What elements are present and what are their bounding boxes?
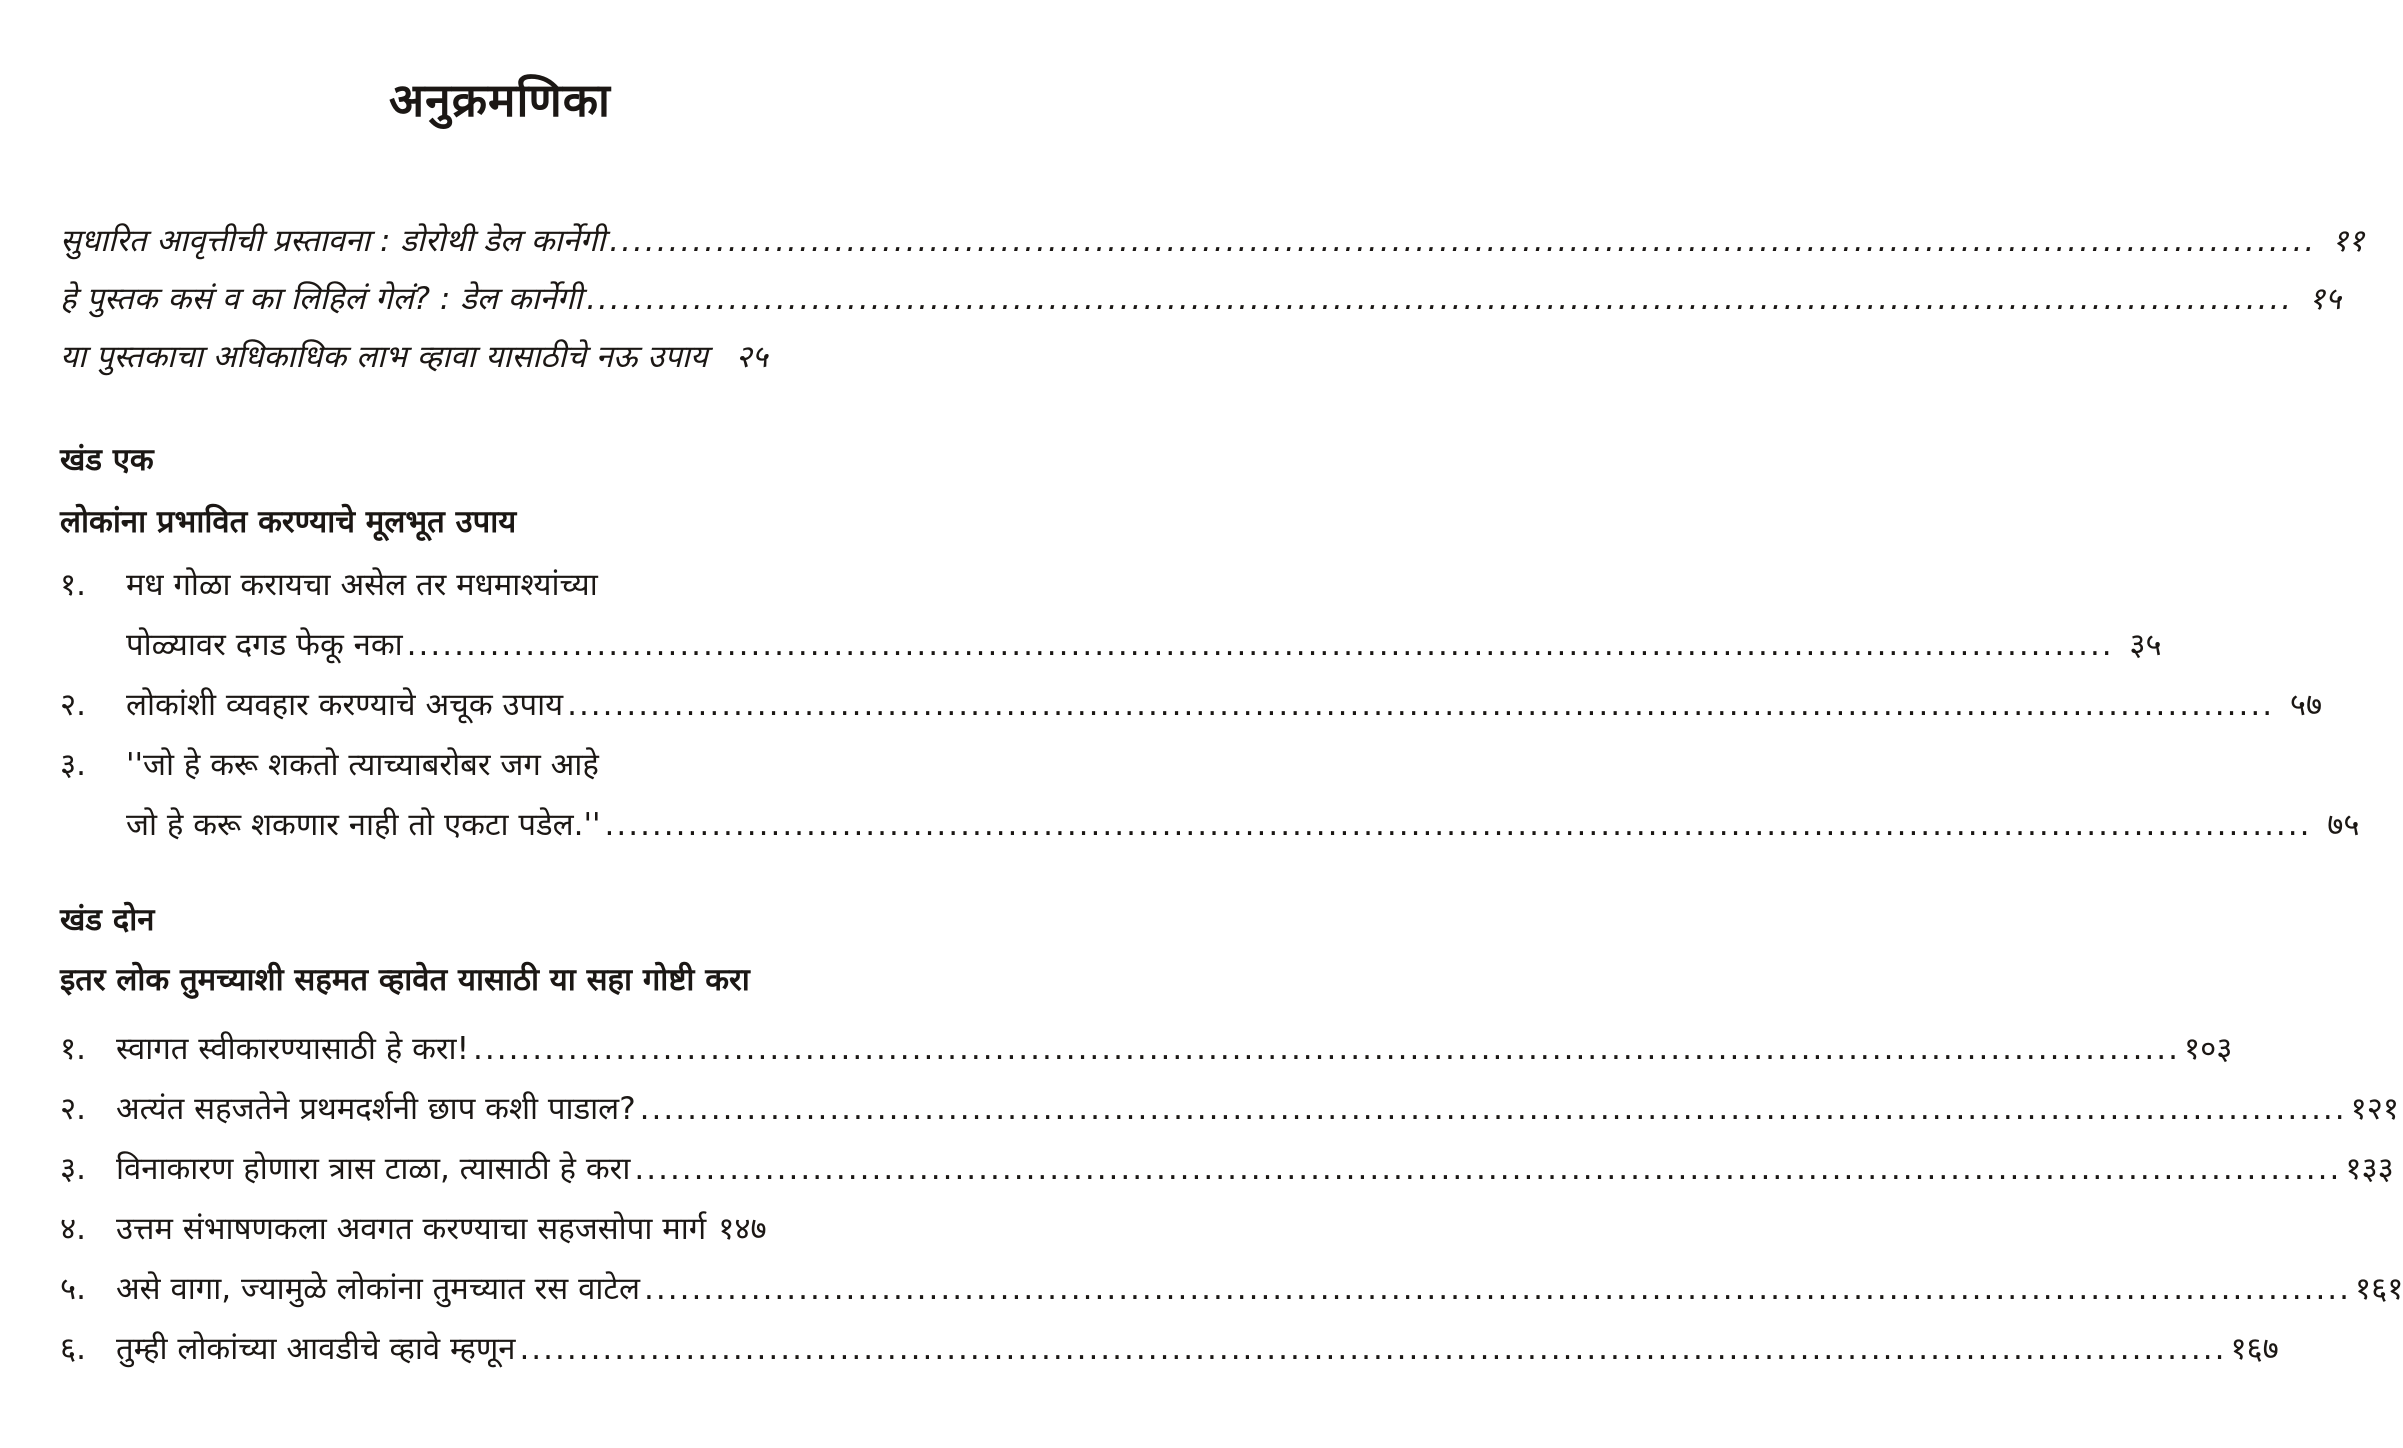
entry-number: २. — [60, 1091, 86, 1127]
entry-page: ३५ — [2129, 627, 2162, 663]
entry-text: अत्यंत सहजतेने प्रथमदर्शनी छाप कशी पाडाल? — [116, 1091, 636, 1127]
leader-dots — [609, 218, 2316, 264]
entry-number: ३. — [60, 747, 86, 783]
toc-entry — [60, 742, 960, 788]
toc-entry — [60, 1146, 2394, 1192]
toc-entry — [60, 334, 960, 380]
entry-text: सुधारित आवृत्तीची प्रस्तावना : डोरोथी डेल कार्नेगी — [60, 223, 606, 259]
part-label: खंड एक — [60, 442, 154, 478]
entry-text: हे पुस्तक कसं व का लिहिलं गेलं? : डेल कार्नेगी — [60, 281, 583, 317]
entry-page: २५ — [735, 339, 768, 375]
leader-dots — [407, 622, 2114, 668]
entry-page: १२१ — [2350, 1091, 2400, 1127]
part-label: खंड दोन — [60, 902, 155, 938]
toc-entry-continuation — [60, 802, 2360, 848]
entry-page: १४७ — [718, 1211, 767, 1247]
entry-number: ६. — [60, 1331, 86, 1367]
entry-page: १०३ — [2184, 1031, 2233, 1067]
toc-entry — [60, 682, 2323, 728]
entry-text: लोकांशी व्यवहार करण्याचे अचूक उपाय — [126, 687, 564, 723]
entry-page: १६१ — [2355, 1271, 2403, 1307]
entry-page: ११ — [2331, 223, 2365, 259]
toc-entry-continuation — [60, 622, 2162, 668]
toc-entry — [60, 1206, 960, 1252]
toc-entry — [60, 218, 2365, 264]
leader-dots — [567, 682, 2274, 728]
entry-page: ५७ — [2289, 687, 2323, 723]
leader-dots — [634, 1146, 2341, 1192]
leader-dots — [644, 1266, 2351, 1312]
leader-dots — [519, 1326, 2226, 1372]
entry-text: स्वागत स्वीकारण्यासाठी हे करा! — [116, 1031, 470, 1067]
entry-page: ७५ — [2327, 807, 2360, 843]
entry-number: ३. — [60, 1151, 86, 1187]
entry-page: १६७ — [2230, 1331, 2279, 1367]
entry-text: ''जो हे करू शकतो त्याच्याबरोबर जग आहे — [126, 747, 599, 783]
entry-text: मध गोळा करायचा असेल तर मधमाश्यांच्या — [126, 567, 598, 603]
entry-text: पोळ्यावर दगड फेकू नका — [126, 627, 403, 663]
page-title: अनुक्रमणिका — [389, 73, 611, 127]
entry-text: उत्तम संभाषणकला अवगत करण्याचा सहजसोपा मार्ग — [116, 1211, 707, 1247]
leader-dots — [605, 802, 2312, 848]
toc-entry — [60, 562, 960, 608]
toc-entry — [60, 1326, 2279, 1372]
entry-number: ५. — [60, 1271, 86, 1307]
entry-number: १. — [60, 1031, 86, 1067]
entry-text: विनाकारण होणारा त्रास टाळा, त्यासाठी हे करा — [116, 1151, 631, 1187]
entry-page: १३३ — [2345, 1151, 2394, 1187]
part-title: इतर लोक तुमच्याशी सहमत व्हावेत यासाठी या सहा गोष्टी करा — [60, 962, 750, 998]
entry-text: जो हे करू शकणार नाही तो एकटा पडेल.'' — [126, 807, 601, 843]
entry-number: ४. — [60, 1211, 86, 1247]
leader-dots — [586, 276, 2293, 322]
toc-entry — [60, 276, 2342, 322]
part-title: लोकांना प्रभावित करण्याचे मूलभूत उपाय — [60, 504, 517, 540]
entry-number: १. — [60, 567, 86, 603]
entry-text: असे वागा, ज्यामुळे लोकांना तुमच्यात रस वाटेल — [116, 1271, 641, 1307]
entry-page: १५ — [2308, 281, 2342, 317]
entry-number: २. — [60, 687, 86, 723]
toc-entry — [60, 1026, 2233, 1072]
entry-text: या पुस्तकाचा अधिकाधिक लाभ व्हावा यासाठीचे नऊ उपाय — [60, 339, 708, 375]
toc-entry — [60, 1086, 2400, 1132]
leader-dots — [473, 1026, 2180, 1072]
toc-entry — [60, 1266, 2403, 1312]
leader-dots — [640, 1086, 2347, 1132]
entry-text: तुम्ही लोकांच्या आवडीचे व्हावे म्हणून — [116, 1331, 516, 1367]
